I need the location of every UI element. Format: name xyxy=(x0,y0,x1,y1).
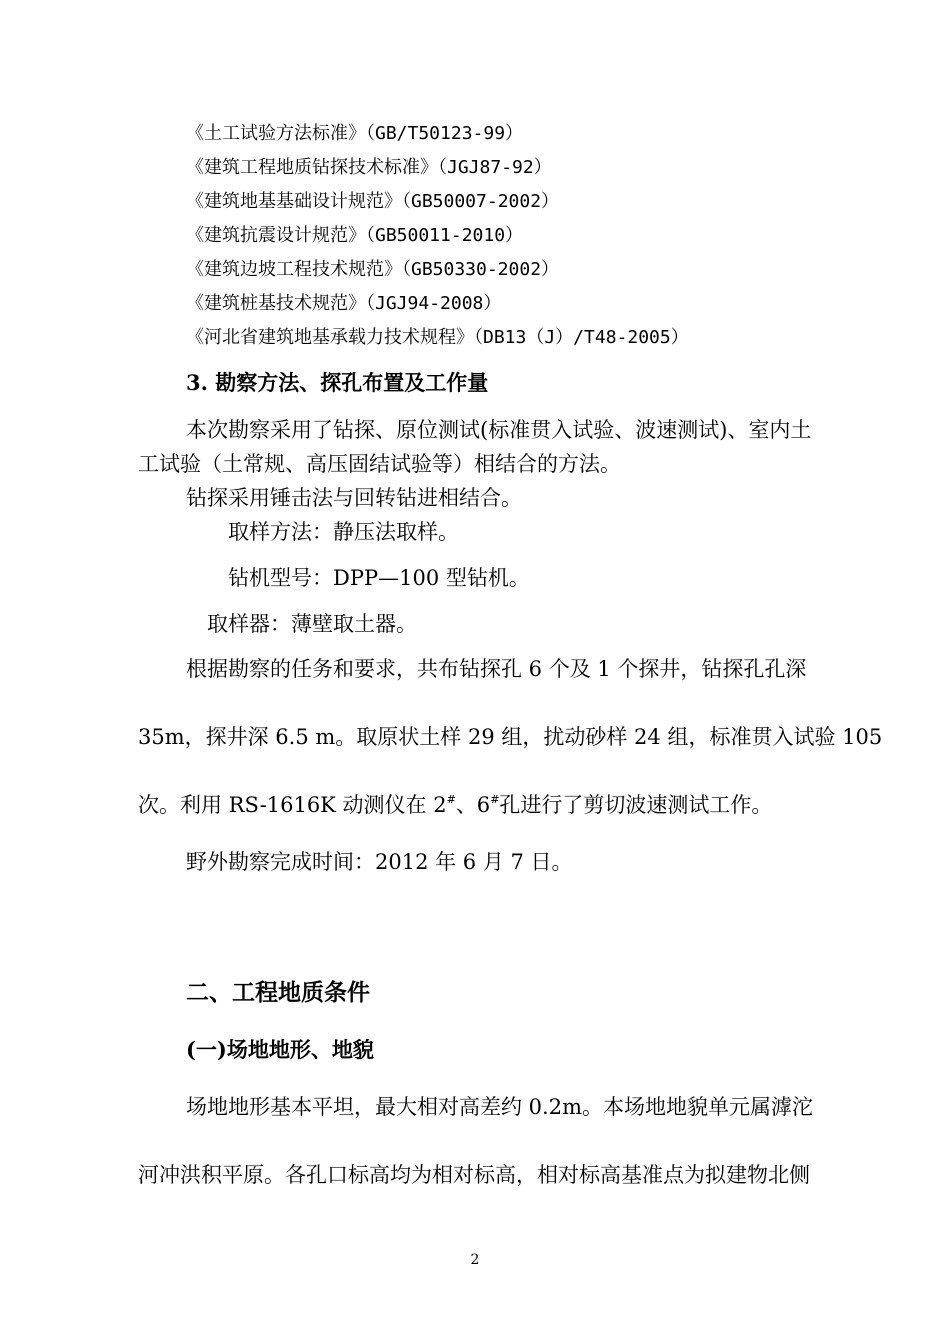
reference-item: 《土工试验方法标准》（GB/T50123-99） xyxy=(186,123,524,144)
page-number: 2 xyxy=(470,1252,480,1268)
sub-heading: (一)场地地形、地貌 xyxy=(186,1037,374,1062)
paragraph-line: 钻机型号：DPP—100 型钻机。 xyxy=(228,566,530,590)
paragraph-line: 取样器：薄壁取土器。 xyxy=(207,612,417,636)
text-run: 孔进行了剪切波速测试工作。 xyxy=(499,793,773,817)
reference-item: 《建筑边坡工程技术规范》（GB50330-2002） xyxy=(186,259,560,280)
paragraph-line: 35m，探井深 6.5 m。取原状土样 29 组，扰动砂样 24 组，标准贯入试验 105 xyxy=(138,725,883,749)
paragraph-line: 本次勘察采用了钻探、原位测试(标准贯入试验、波速测试)、室内土 xyxy=(186,418,812,442)
paragraph-line: 取样方法：静压法取样。 xyxy=(228,520,459,544)
paragraph-line: 根据勘察的任务和要求，共布钻探孔 6 个及 1 个探井，钻探孔孔深 xyxy=(186,657,807,681)
text-run: 、6 xyxy=(455,793,491,817)
superscript-mark: # xyxy=(446,793,456,806)
section-heading: 3. 勘察方法、探孔布置及工作量 xyxy=(186,370,489,395)
paragraph-line: 工试验（土常规、高压固结试验等）相结合的方法。 xyxy=(138,452,621,476)
reference-item: 《建筑桩基技术规范》（JGJ94-2008） xyxy=(186,293,502,314)
paragraph-line: 钻探采用锤击法与回转钻进相结合。 xyxy=(186,486,522,510)
superscript-mark: # xyxy=(490,793,500,806)
paragraph-line: 场地地形基本平坦，最大相对高差约 0.2m。本场地地貌单元属滹沱 xyxy=(186,1095,813,1119)
paragraph-line xyxy=(138,792,772,818)
paragraph-line: 野外勘察完成时间：2012 年 6 月 7 日。 xyxy=(186,850,573,874)
paragraph-line: 河冲洪积平原。各孔口标高均为相对标高，相对标高基准点为拟建物北侧 xyxy=(138,1163,810,1187)
reference-item: 《河北省建筑地基承载力技术规程》（DB13（J）/T48-2005） xyxy=(186,327,689,348)
reference-item: 《建筑地基基础设计规范》（GB50007-2002） xyxy=(186,191,560,212)
reference-item: 《建筑抗震设计规范》（GB50011-2010） xyxy=(186,225,524,246)
text-run: 次。利用 RS-1616K 动测仪在 2 xyxy=(138,793,447,817)
chapter-heading: 二、工程地质条件 xyxy=(186,979,370,1006)
reference-item: 《建筑工程地质钻探技术标准》（JGJ87-92） xyxy=(186,157,552,178)
